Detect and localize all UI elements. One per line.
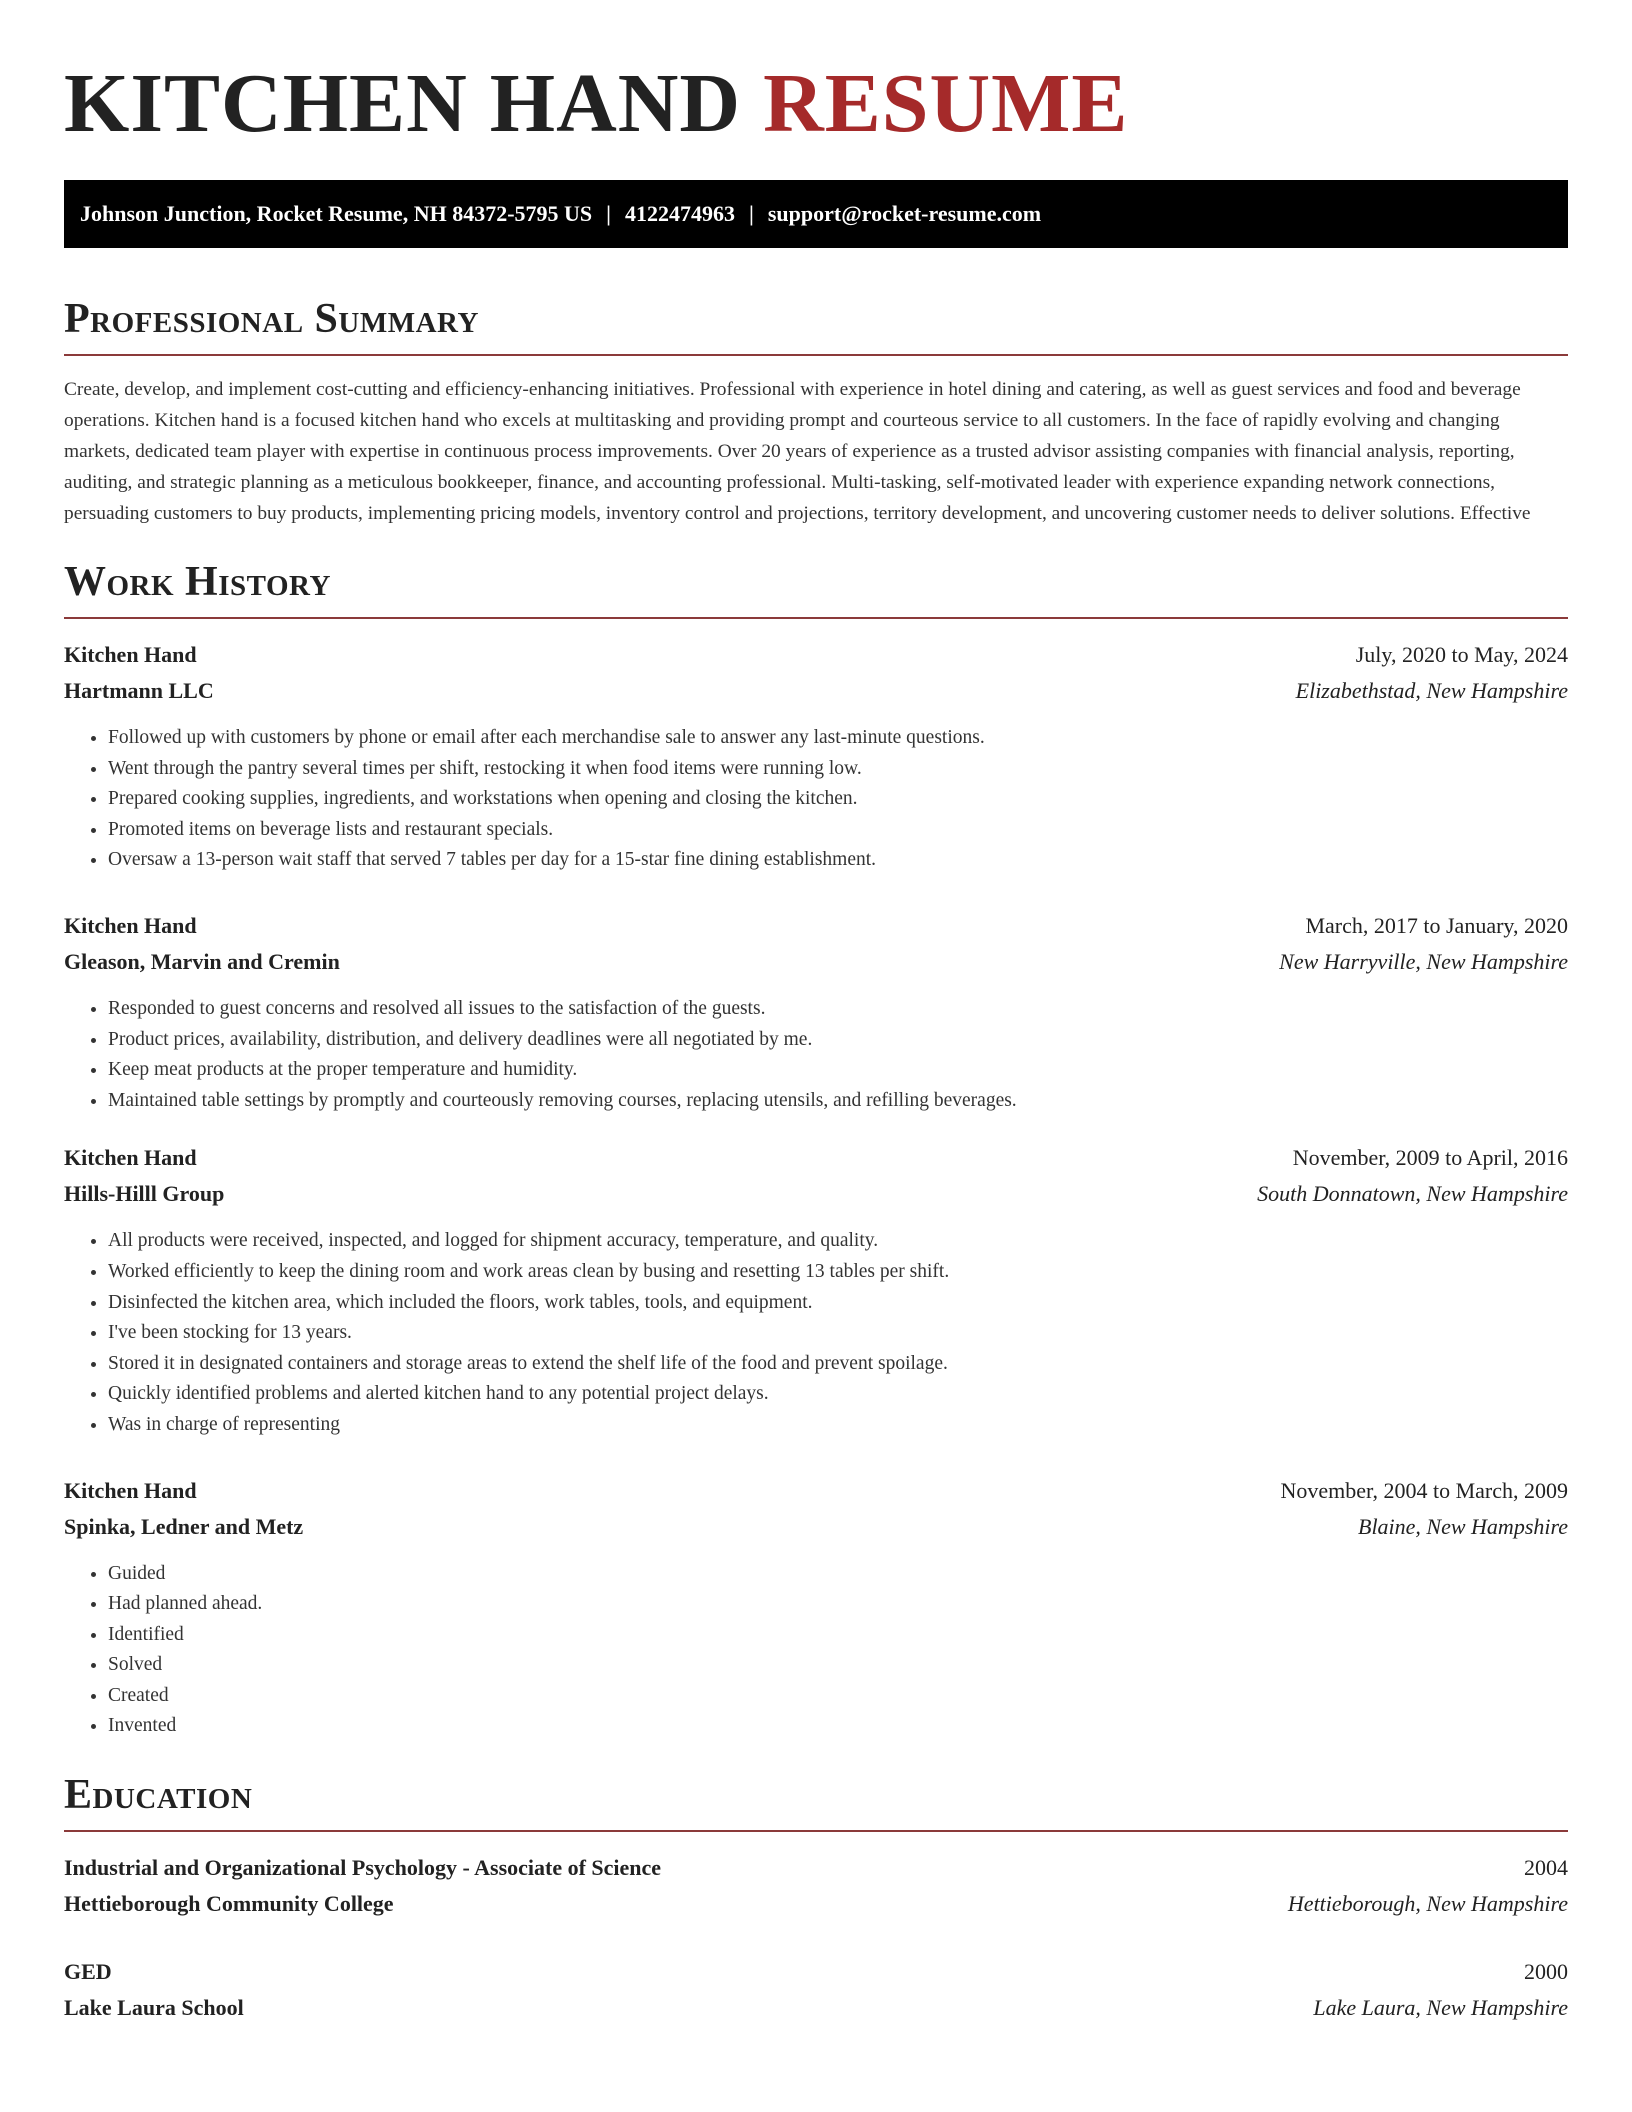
contact-separator: | — [606, 201, 612, 226]
education-entry — [64, 1850, 1568, 1922]
job-bullets — [64, 994, 1568, 1116]
list-item: • Invented — [108, 1711, 1568, 1742]
job-company-row — [64, 1509, 1568, 1545]
section-divider — [64, 1830, 1568, 1832]
list-item: • Guided — [108, 1559, 1568, 1590]
job-company-row — [64, 1176, 1568, 1212]
job-location: South Donnatown, New Hampshire — [1257, 1181, 1568, 1207]
education-school: Hettieborough Community College — [64, 1891, 394, 1917]
list-item: • Responded to guest concerns and resolved all issues to the satisfaction of the guests. — [108, 994, 1568, 1025]
education-school-row — [64, 1990, 1568, 2026]
education-entry — [64, 1954, 1568, 2026]
resume-title — [64, 0, 1568, 152]
list-item: • Solved — [108, 1650, 1568, 1681]
list-item: • Keep meat products at the proper temperature and humidity. — [108, 1055, 1568, 1086]
job-header-row — [64, 1140, 1568, 1176]
job-title: Kitchen Hand — [64, 1145, 197, 1171]
title-accent: RESUME — [763, 57, 1129, 150]
section-divider — [64, 617, 1568, 619]
job-entry — [64, 908, 1568, 1116]
job-dates: November, 2009 to April, 2016 — [1292, 1145, 1568, 1171]
job-header-row — [64, 908, 1568, 944]
contact-address: Johnson Junction, Rocket Resume, NH 84372-5795 US — [80, 201, 593, 226]
job-dates: July, 2020 to May, 2024 — [1355, 642, 1568, 667]
list-item: • Identified — [108, 1620, 1568, 1651]
list-item: • Promoted items on beverage lists and restaurant specials. — [108, 815, 1568, 846]
list-item: • Went through the pantry several times per shift, restocking it when food items were running low. — [108, 754, 1568, 785]
job-title: Kitchen Hand — [64, 642, 197, 667]
list-item: • Worked efficiently to keep the dining room and work areas clean by busing and resetting 13 tables per shift. — [108, 1257, 1568, 1288]
summary-heading: Professional Summary — [64, 296, 479, 342]
job-company: Gleason, Marvin and Cremin — [64, 948, 340, 974]
list-item: • Followed up with customers by phone or email after each merchandise sale to answer any last-minute questions. — [108, 723, 1568, 754]
job-company: Spinka, Ledner and Metz — [64, 1513, 304, 1539]
job-company-row — [64, 944, 1568, 980]
list-item: • Was in charge of representing — [108, 1410, 1568, 1441]
job-entry — [64, 637, 1568, 876]
job-entry — [64, 1140, 1568, 1440]
education-header-row — [64, 1954, 1568, 1990]
education-location: Hettieborough, New Hampshire — [1287, 1891, 1568, 1917]
list-item: • Stored it in designated containers and storage areas to extend the shelf life of the food and prevent spoilage. — [108, 1349, 1568, 1380]
job-title: Kitchen Hand — [64, 1477, 197, 1503]
contact-separator: | — [749, 201, 754, 226]
title-main: KITCHEN HAND — [64, 57, 742, 150]
education-header-row — [64, 1850, 1568, 1886]
job-header-row — [64, 1473, 1568, 1509]
job-bullets — [64, 1226, 1568, 1440]
section-divider — [64, 354, 1568, 356]
education-school-row — [64, 1886, 1568, 1922]
list-item: • All products were received, inspected, and logged for shipment accuracy, temperature, and quality. — [108, 1226, 1568, 1257]
job-header-row — [64, 637, 1568, 673]
job-location: Elizabethstad, New Hampshire — [1295, 678, 1568, 703]
job-company: Hills-Hilll Group — [64, 1181, 225, 1207]
job-bullets — [64, 723, 1568, 876]
contact-phone: 4122474963 — [625, 201, 736, 226]
education-location: Lake Laura, New Hampshire — [1313, 1995, 1568, 2021]
job-company-row — [64, 673, 1568, 709]
job-entry — [64, 1473, 1568, 1743]
education-year: 2004 — [1524, 1855, 1568, 1881]
education-heading: Education — [64, 1772, 253, 1819]
list-item: • Maintained table settings by promptly and courteously removing courses, replacing utensils, and refilling beverages. — [108, 1086, 1568, 1117]
list-item: • Quickly identified problems and alerted kitchen hand to any potential project delays. — [108, 1379, 1568, 1410]
education-degree: GED — [64, 1959, 112, 1985]
job-company: Hartmann LLC — [64, 678, 214, 703]
list-item: • I've been stocking for 13 years. — [108, 1318, 1568, 1349]
job-dates: March, 2017 to January, 2020 — [1305, 912, 1568, 938]
list-item: • Oversaw a 13-person wait staff that served 7 tables per day for a 15-star fine dining establishment. — [108, 845, 1568, 876]
list-item: • Created — [108, 1681, 1568, 1712]
resume-page — [64, 0, 1568, 2026]
work-history-heading: Work History — [64, 559, 331, 605]
job-bullets — [64, 1559, 1568, 1743]
list-item: • Product prices, availability, distribution, and delivery deadlines were all negotiated by me. — [108, 1025, 1568, 1056]
job-location: New Harryville, New Hampshire — [1279, 948, 1568, 974]
contact-bar — [64, 180, 1568, 248]
contact-email: support@rocket-resume.com — [767, 201, 1042, 226]
list-item: • Had planned ahead. — [108, 1589, 1568, 1620]
education-year: 2000 — [1524, 1959, 1568, 1985]
list-item: • Prepared cooking supplies, ingredients, and workstations when opening and closing the kitchen. — [108, 784, 1568, 815]
job-dates: November, 2004 to March, 2009 — [1280, 1477, 1568, 1503]
summary-text: Create, develop, and implement cost-cutting and efficiency-enhancing initiatives. Professional with experience in hotel dining and catering, as well as guest services and food and beverage operations. Kitchen hand is a focused kitchen hand who excels at multitasking and providing prompt and courteous service to all customers. In the face of rapidly evolving and changing markets, dedicated team player with expertise in continuous process improvements. Over 20 years of experience as a trusted advisor assisting companies with financial analysis, reporting, auditing, and strategic planning as a meticulous bookkeeper, finance, and accounting professional. Multi-tasking, self-motivated leader with experience expanding network connections, persuading customers to buy products, implementing pricing models, inventory control and projections, territory development, and uncovering customer needs to deliver solutions. Effective — [64, 379, 1531, 524]
job-location: Blaine, New Hampshire — [1358, 1513, 1568, 1539]
education-degree: Industrial and Organizational Psychology - Associate of Science — [64, 1855, 662, 1881]
list-item: • Disinfected the kitchen area, which included the floors, work tables, tools, and equipment. — [108, 1288, 1568, 1319]
education-school: Lake Laura School — [64, 1995, 244, 2021]
job-title: Kitchen Hand — [64, 912, 197, 938]
